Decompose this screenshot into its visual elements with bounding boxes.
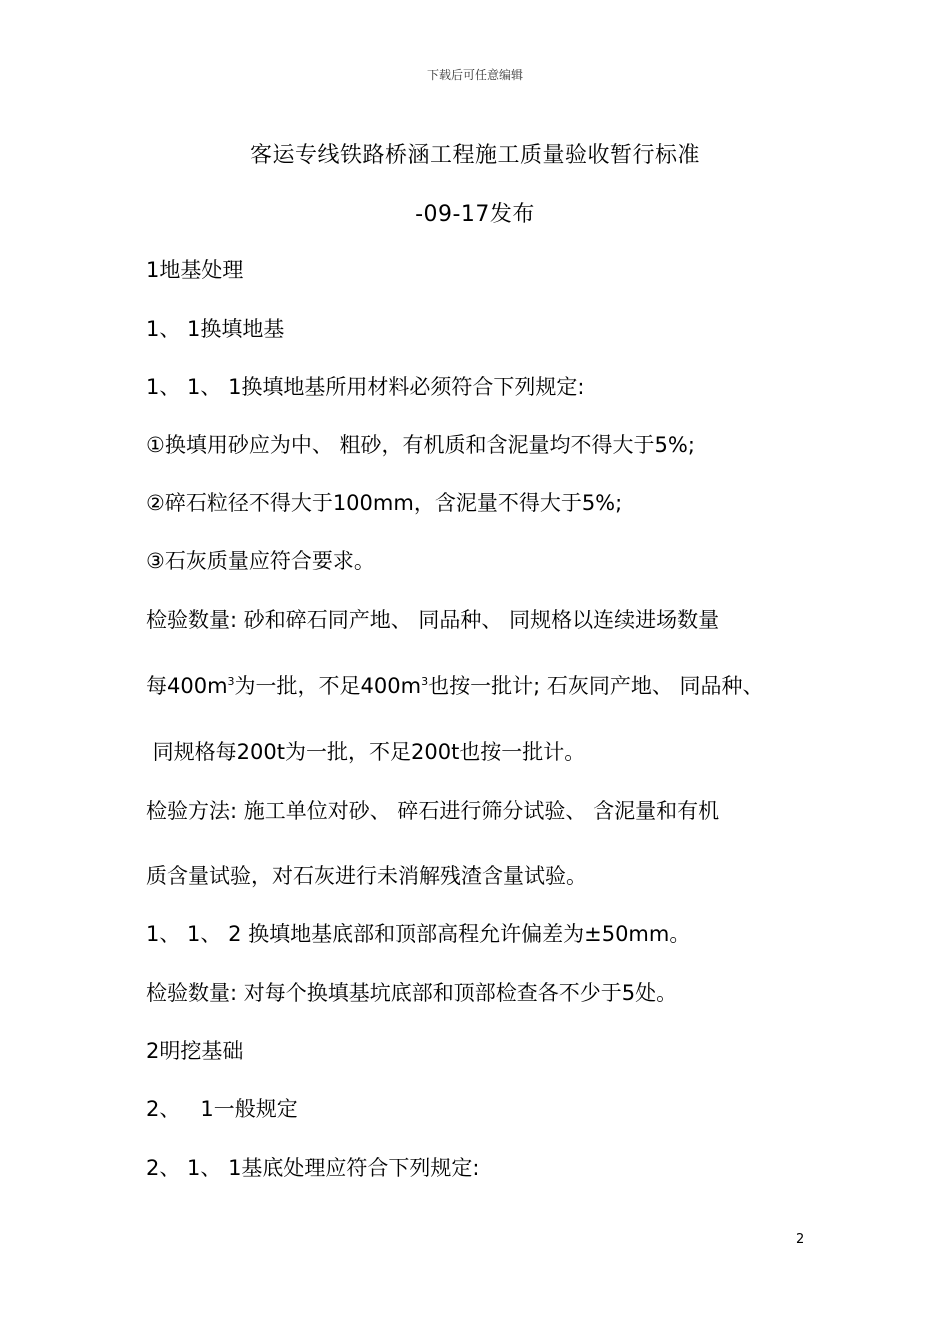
clause-2-1-1: 2、 1、 1基底处理应符合下列规定: xyxy=(146,1156,480,1180)
subsection-heading-general: 2、 1一般规定 xyxy=(146,1097,298,1121)
superscript: 3 xyxy=(227,675,235,688)
inspection-quantity-3: 同规格每200t为一批，不足200t也按一批计。 xyxy=(146,740,586,764)
inspection-method-2: 质含量试验，对石灰进行未消解残渣含量试验。 xyxy=(146,864,587,888)
subsection-heading-replacement: 1、 1换填地基 xyxy=(146,317,285,341)
page-number: 2 xyxy=(796,1232,805,1247)
clause-1-1-2: 1、 1、 2 换填地基底部和顶部高程允许偏差为±50mm。 xyxy=(146,922,691,946)
section-heading-foundation: 1地基处理 xyxy=(146,258,244,282)
inspection-quantity-4: 检验数量: 对每个换填基坑底部和顶部检查各不少于5处。 xyxy=(146,981,678,1005)
text-segment: 为一批，不足400m xyxy=(234,674,422,698)
release-date: -09-17发布 xyxy=(415,202,535,227)
clause-1-1-1: 1、 1、 1换填地基所用材料必须符合下列规定: xyxy=(146,375,585,399)
text-segment: 每400m xyxy=(146,674,228,698)
section-heading-open-cut: 2明挖基础 xyxy=(146,1039,244,1063)
inspection-quantity-1: 检验数量: 砂和碎石同产地、 同品种、 同规格以连续进场数量 xyxy=(146,608,720,632)
inspection-method-1: 检验方法: 施工单位对砂、 碎石进行筛分试验、 含泥量和有机 xyxy=(146,799,720,823)
requirement-sand: ①换填用砂应为中、 粗砂，有机质和含泥量均不得大于5%; xyxy=(146,433,695,457)
document-title: 客运专线铁路桥涵工程施工质量验收暂行标准 xyxy=(249,143,700,168)
requirement-gravel: ②碎石粒径不得大于100mm，含泥量不得大于5%; xyxy=(146,491,623,515)
header-note: 下载后可任意编辑 xyxy=(426,68,523,82)
superscript: 3 xyxy=(421,675,429,688)
inspection-quantity-2 xyxy=(146,670,764,700)
requirement-lime: ③石灰质量应符合要求。 xyxy=(146,549,375,573)
text-segment: 也按一批计; 石灰同产地、 同品种、 xyxy=(428,674,764,698)
